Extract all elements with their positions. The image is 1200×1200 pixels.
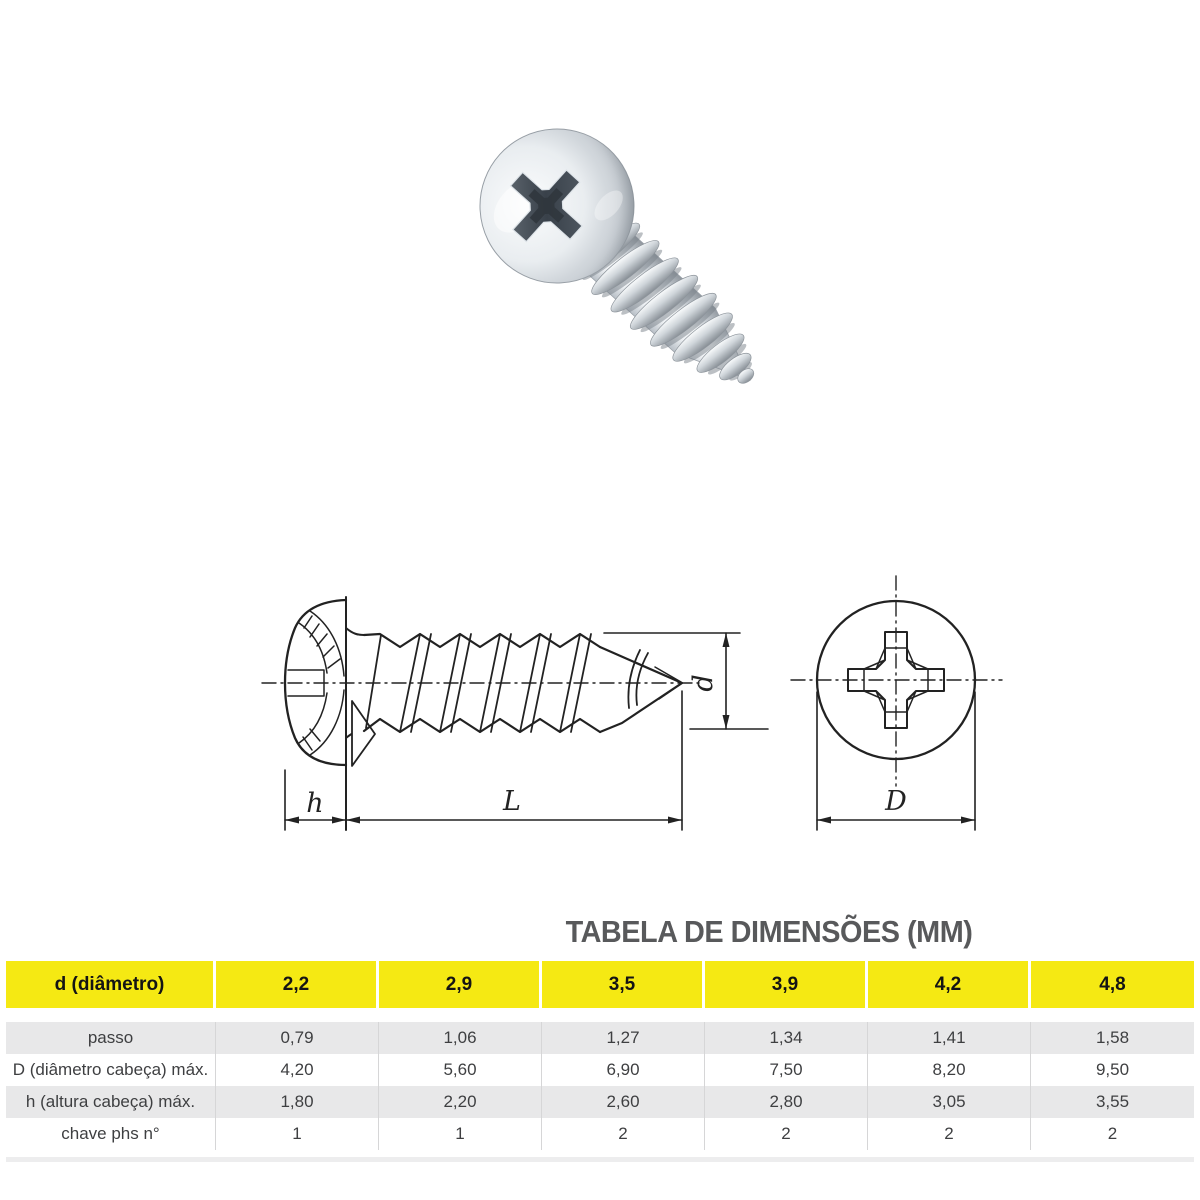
table-cell: 2 — [705, 1118, 868, 1150]
table-cell: 5,60 — [379, 1054, 542, 1086]
technical-drawing — [240, 545, 1020, 865]
table-cell: 1,58 — [1095, 1028, 1130, 1047]
arrowhead — [332, 817, 346, 824]
dimensions-table — [6, 961, 1194, 1150]
dim-label-D: D — [885, 786, 907, 817]
table-cell: 4,20 — [216, 1054, 379, 1086]
arrowhead — [668, 817, 682, 824]
table-cell: 1,80 — [216, 1086, 379, 1118]
table-cell: 1,41 — [868, 1022, 1031, 1054]
dim-d — [604, 633, 768, 830]
thread-top-edge — [364, 634, 600, 647]
arrowhead — [961, 817, 975, 824]
table-header-value: 3,5 — [542, 961, 705, 1008]
table-cell: 2 — [1107, 1124, 1118, 1143]
table-cell: 2,20 — [379, 1086, 542, 1118]
table-cell: 9,50 — [1095, 1060, 1130, 1079]
table-bottom-rule — [6, 1157, 1194, 1162]
arrowhead — [285, 817, 299, 824]
table-header-value: 4,2 — [868, 961, 1031, 1008]
arrowhead — [723, 715, 730, 729]
table-header-value: 3,9 — [705, 961, 868, 1008]
table-cell: 3,05 — [868, 1086, 1031, 1118]
table-header-value: 4,8 — [1031, 961, 1194, 1008]
table-row — [6, 1022, 1194, 1054]
cone-thread — [628, 650, 648, 708]
table-cell: 6,90 — [542, 1054, 705, 1086]
arrowhead — [723, 633, 730, 647]
table-row — [6, 1118, 1194, 1150]
thread-runout — [352, 701, 375, 766]
table-cell: 1,34 — [705, 1022, 868, 1054]
table-row — [6, 1086, 1194, 1118]
table-header-value: 2,9 — [379, 961, 542, 1008]
table-header-value: 2,2 — [216, 961, 379, 1008]
table-cell: 2,60 — [542, 1086, 705, 1118]
table-cell: 1 — [379, 1118, 542, 1150]
dim-label-d: d — [688, 674, 719, 692]
table-row — [6, 1054, 1194, 1086]
table-cell: 0,79 — [216, 1022, 379, 1054]
table-cell: 3,55 — [1095, 1092, 1130, 1111]
dim-h-L — [285, 770, 682, 830]
row-label: D (diâmetro cabeça) máx. — [6, 1054, 216, 1086]
arrowhead — [346, 817, 360, 824]
screw-photo-group — [448, 97, 803, 438]
row-label: h (altura cabeça) máx. — [6, 1086, 216, 1118]
table-cell: 7,50 — [705, 1054, 868, 1086]
table-cell: 2 — [542, 1118, 705, 1150]
table-title: TABELA DE DIMENSÕES (MM) — [565, 914, 973, 949]
table-header-label: d (diâmetro) — [6, 961, 216, 1008]
dim-label-L: L — [503, 786, 521, 817]
table-cell: 1,06 — [379, 1022, 542, 1054]
table-cell: 1 — [216, 1118, 379, 1150]
table-cell: 8,20 — [868, 1054, 1031, 1086]
arrowhead — [817, 817, 831, 824]
point-cone — [600, 647, 682, 732]
dim-label-h: h — [306, 788, 324, 819]
table-header-row — [6, 961, 1194, 1008]
table-cell: 2,80 — [705, 1086, 868, 1118]
screw-photo — [400, 60, 840, 460]
table-cell: 2 — [868, 1118, 1031, 1150]
table-cell: 1,27 — [542, 1022, 705, 1054]
row-label: chave phs n° — [6, 1118, 216, 1150]
table-body — [6, 1022, 1194, 1150]
row-label: passo — [6, 1022, 216, 1054]
